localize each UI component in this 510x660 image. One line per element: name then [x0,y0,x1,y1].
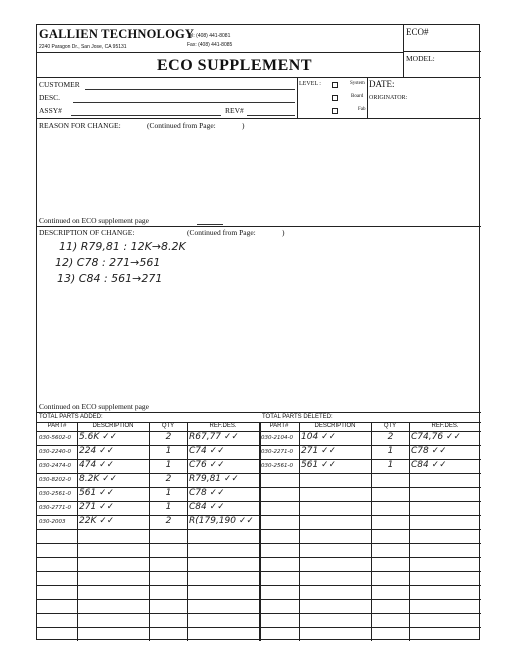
date-label: DATE: [369,79,395,89]
column-header: PART# [269,423,289,429]
eco-number-field[interactable] [406,39,476,51]
added-ref-cell: C78 ✓✓ [189,488,225,498]
added-part-cell: 030-2474-0 [39,463,71,469]
added-ref-cell: R67,77 ✓✓ [189,432,239,442]
level-system-label: System [350,81,365,86]
desc-label: DESC. [39,93,61,102]
assy-label: ASSY# [39,106,62,115]
deleted-part-cell: 030-2561-0 [261,463,293,469]
description-line: 13) C84 : 561→271 [57,272,163,285]
column-header: DESCRIPTION [92,423,134,429]
added-desc-cell: 224 ✓✓ [79,446,115,456]
added-ref-cell: C74 ✓✓ [189,446,225,456]
column-header: REF.DES. [209,423,237,429]
level-label: LEVEL : [299,81,321,87]
company-fax: Fax: (408) 441-8085 [187,42,233,48]
deleted-part-cell: 030-2104-0 [261,435,293,441]
reason-text-area[interactable] [39,133,477,213]
column-header: PART# [47,423,67,429]
added-part-cell: 030-2240-0 [39,449,71,455]
deleted-ref-cell: C84 ✓✓ [411,460,447,470]
reason-continued-from: (Continued from Page: [147,121,216,130]
added-qty-cell: 2 [165,516,172,526]
added-ref-cell: C76 ✓✓ [189,460,225,470]
added-ref-cell: R79,81 ✓✓ [189,474,239,484]
deleted-qty-cell: 2 [387,432,394,442]
added-ref-cell: R(179,190 ✓✓ [189,516,254,526]
description-line: 11) R79,81 : 12K→8.2K [59,240,186,253]
company-tel: Tel: (408) 441-8081 [187,33,231,39]
reason-continued-on: Continued on ECO supplement page [39,216,149,225]
added-qty-cell: 2 [165,432,172,442]
level-fab-label: Fab [358,107,366,112]
added-part-cell: 030-8202-0 [39,477,71,483]
column-header: QTY [161,423,175,429]
description-continued-from: (Continued from Page: [187,228,256,237]
added-qty-cell: 1 [165,446,172,456]
desc-field[interactable] [73,102,295,103]
added-qty-cell: 2 [165,474,172,484]
added-qty-cell: 1 [165,502,172,512]
column-header: REF.DES. [431,423,459,429]
added-desc-cell: 271 ✓✓ [79,502,115,512]
added-qty-cell: 1 [165,488,172,498]
form-title: ECO SUPPLEMENT [157,57,313,74]
customer-label: CUSTOMER [39,80,80,89]
deleted-qty-cell: 1 [387,446,394,456]
deleted-ref-cell: C74,76 ✓✓ [411,432,461,442]
added-part-cell: 030-2771-0 [39,505,71,511]
added-part-cell: 030-5602-0 [39,435,71,441]
deleted-qty-cell: 1 [387,460,394,470]
description-label: DESCRIPTION OF CHANGE: [39,228,135,237]
reason-label: REASON FOR CHANGE: [39,121,121,130]
column-header: QTY [383,423,397,429]
added-desc-cell: 8.2K ✓✓ [79,474,118,484]
deleted-ref-cell: C78 ✓✓ [411,446,447,456]
deleted-desc-cell: 271 ✓✓ [301,446,337,456]
description-continued-on: Continued on ECO supplement page [39,402,149,411]
eco-number-label: ECO# [406,27,429,37]
parts-deleted-label: TOTAL PARTS DELETED: [262,414,333,420]
description-line: 12) C78 : 271→561 [55,256,161,269]
rev-label: REV# [225,106,244,115]
level-fab-checkbox[interactable] [332,108,338,114]
added-desc-cell: 5.6K ✓✓ [79,432,118,442]
level-system-checkbox[interactable] [332,82,338,88]
parts-added-label: TOTAL PARTS ADDED: [39,414,103,420]
customer-field[interactable] [85,89,295,90]
rev-field[interactable] [247,115,295,116]
added-desc-cell: 561 ✓✓ [79,488,115,498]
model-field[interactable] [406,63,476,75]
originator-label: ORIGINATOR: [369,95,408,101]
deleted-part-cell: 030-2271-0 [261,449,293,455]
added-part-cell: 030-2003 [39,519,66,525]
deleted-desc-cell: 104 ✓✓ [301,432,337,442]
added-qty-cell: 1 [165,460,172,470]
level-board-checkbox[interactable] [332,95,338,101]
added-part-cell: 030-2561-0 [39,491,71,497]
eco-supplement-form: GALLIEN TECHNOLOGY 2240 Paragon Dr., San Jose, CA 95131 Tel: (408) 441-8081 Fax: (408) 441-8085 ECO# ECO SUPPLEMENT MODEL: CUSTOMER DESC. ASSY# REV# LEVEL : System Board Fab DATE: ORIGINATOR: REASON FOR CHANGE: (Continued from Page: ) Continued on ECO supplement page DESCRIPTION OF CHANGE: (Continued from Page: ) 11) R79,81 : 12K→8.2K 12) C78 : 271→561 13) C84 : 561→271 Continued on ECO supplement page TOTAL PARTS ADDED: TOTAL PARTS DELETED: PART# DESCRIPTION QTY REF.DES. PART# DESCRIPTION QTY REF.DES. 030-5602-0 5.6K ✓✓ 2 R67,77 ✓✓ 030-2240-0 224 ✓✓ 1 C74 ✓✓ 030-2474-0 474 ✓✓ 1 C76 ✓✓ 030-8202-0 8.2K ✓✓ 2 R79,81 ✓✓ 030-2561-0 561 ✓✓ 1 C78 ✓✓ 030-2771-0 271 ✓✓ 1 C84 ✓✓ 030-2003 22K ✓✓ 2 R(179,190 ✓✓ 030-2104-0 104 ✓✓ 2 C74,76 ✓✓ 030-2271-0 271 ✓✓ 1 C78 ✓✓ 030-2561-0 561 ✓✓ 1 C84 ✓✓ [36,24,480,640]
reason-continued-page-field[interactable] [197,224,223,225]
company-address: 2240 Paragon Dr., San Jose, CA 95131 [39,44,127,50]
column-header: DESCRIPTION [314,423,356,429]
added-desc-cell: 474 ✓✓ [79,460,115,470]
added-ref-cell: C84 ✓✓ [189,502,225,512]
model-label: MODEL: [406,54,435,63]
assy-field[interactable] [71,115,221,116]
company-name: GALLIEN TECHNOLOGY [39,27,195,41]
deleted-desc-cell: 561 ✓✓ [301,460,337,470]
added-desc-cell: 22K ✓✓ [79,516,115,526]
level-board-label: Board [351,94,364,99]
